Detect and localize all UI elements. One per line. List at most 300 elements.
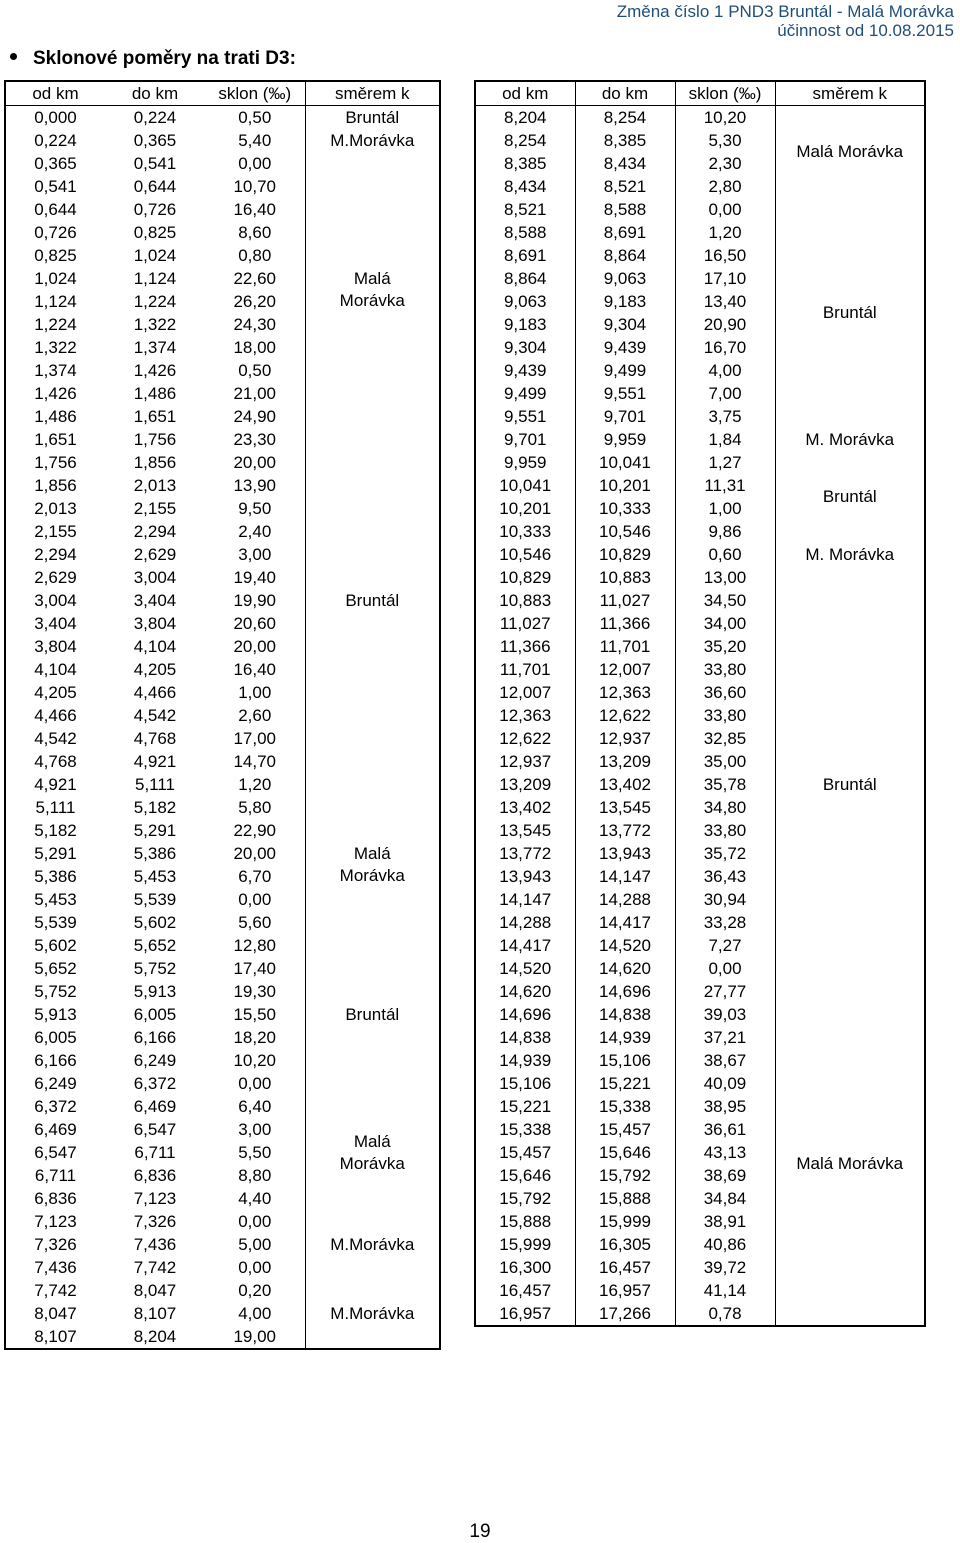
cell-direction: Bruntál [305,106,440,130]
cell-do-km: 6,372 [133,1073,177,1093]
cell-sklon: 36,61 [675,1118,775,1141]
cell-sklon: 2,80 [675,175,775,198]
cell-sklon: 38,69 [675,1164,775,1187]
table-header-row [475,81,925,106]
cell-do-km: 12,007 [575,658,675,681]
cell-od-km: 6,372 [34,1096,77,1116]
cell-od-km: 14,288 [499,912,552,932]
table-row [5,129,440,152]
cell-od-km: 5,752 [34,981,77,1001]
cell-sklon: 34,00 [675,612,775,635]
section-title-text: Sklonové poměry na trati D3: [33,48,296,69]
cell-od-km: 12,363 [499,705,552,725]
cell-od-km: 4,205 [34,682,77,702]
cell-sklon: 33,80 [675,658,775,681]
cell-sklon: 0,80 [238,245,272,265]
cell-od-km: 1,856 [34,475,77,495]
cell-do-km: 10,041 [575,451,675,474]
cell-od-km: 13,402 [499,797,552,817]
cell-od-km: 10,201 [499,498,552,518]
cell-od-km: 3,404 [34,613,77,633]
cell-do-km: 8,588 [575,198,675,221]
cell-sklon: 24,90 [233,406,277,426]
cell-sklon: 2,30 [675,152,775,175]
cell-od-km: 12,622 [499,728,552,748]
cell-sklon: 2,40 [238,521,272,541]
cell-sklon: 18,00 [233,337,277,357]
table-header-row [5,81,440,106]
cell-do-km: 8,385 [575,129,675,152]
cell-od-km: 5,453 [34,889,77,909]
cell-do-km: 2,294 [133,521,177,541]
cell-do-km: 5,913 [133,981,177,1001]
cell-od-km: 5,602 [34,935,77,955]
header-smer: směrem k [305,81,440,106]
cell-do-km: 14,939 [575,1026,675,1049]
cell-sklon: 34,80 [675,796,775,819]
cell-do-km: 5,602 [133,912,177,932]
table-row [5,773,440,796]
cell-do-km: 5,539 [133,889,177,909]
header-smer: směrem k [775,81,925,106]
cell-od-km: 1,651 [34,429,77,449]
cell-do-km: 14,288 [575,888,675,911]
cell-sklon: 10,20 [233,1050,277,1070]
cell-do-km: 0,644 [133,176,177,196]
cell-od-km: 16,457 [499,1280,552,1300]
cell-sklon: 0,50 [238,107,272,127]
cell-do-km: 5,291 [133,820,177,840]
cell-sklon: 37,21 [675,1026,775,1049]
cell-do-km: 8,107 [133,1303,177,1323]
cell-od-km: 8,047 [34,1303,77,1323]
cell-direction: Bruntál [775,451,925,543]
cell-sklon: 36,43 [675,865,775,888]
cell-sklon: 13,40 [675,290,775,313]
cell-sklon: 1,84 [675,428,775,451]
cell-sklon: 9,86 [675,520,775,543]
cell-od-km: 4,466 [34,705,77,725]
header-sklon: sklon (‰) [675,81,775,106]
header-line-1: Změna číslo 1 PND3 Bruntál - Malá Morávka [616,2,954,21]
cell-sklon: 39,72 [675,1256,775,1279]
cell-direction: M.Morávka [305,129,440,152]
cell-do-km: 9,304 [575,313,675,336]
cell-od-km: 0,224 [34,130,77,150]
cell-do-km: 6,547 [133,1119,177,1139]
table-row [5,1325,440,1349]
cell-do-km: 12,937 [575,727,675,750]
cell-sklon: 33,80 [675,704,775,727]
cell-od-km: 10,333 [499,521,552,541]
cell-do-km: 13,402 [575,773,675,796]
cell-do-km: 9,499 [575,359,675,382]
cell-od-km: 4,104 [34,659,77,679]
cell-od-km: 16,300 [499,1257,552,1277]
cell-sklon: 38,95 [675,1095,775,1118]
cell-sklon: 0,78 [675,1302,775,1326]
cell-do-km: 8,204 [133,1326,177,1346]
cell-sklon: 20,00 [233,452,277,472]
cell-od-km: 15,999 [499,1234,552,1254]
cell-do-km: 6,711 [134,1142,176,1162]
cell-sklon: 20,00 [233,843,277,863]
cell-sklon: 33,80 [675,819,775,842]
cell-do-km: 5,182 [133,797,177,817]
cell-od-km: 13,209 [499,774,552,794]
cell-do-km: 8,691 [575,221,675,244]
cell-od-km: 1,124 [34,291,77,311]
cell-od-km: 5,386 [34,866,77,886]
cell-sklon: 1,27 [675,451,775,474]
cell-od-km: 0,726 [34,222,77,242]
cell-do-km: 0,726 [133,199,177,219]
cell-do-km: 8,254 [575,106,675,130]
cell-od-km: 14,147 [499,889,552,909]
cell-do-km: 5,752 [133,958,177,978]
cell-do-km: 3,004 [133,567,177,587]
cell-od-km: 14,520 [499,958,552,978]
cell-od-km: 1,486 [34,406,77,426]
cell-do-km: 15,792 [575,1164,675,1187]
cell-do-km: 8,521 [575,175,675,198]
cell-do-km: 11,027 [575,589,675,612]
table-row [5,1072,440,1095]
cell-direction: M.Morávka [305,1233,440,1256]
cell-sklon: 10,70 [233,176,277,196]
cell-do-km: 1,856 [133,452,177,472]
cell-sklon: 27,77 [675,980,775,1003]
cell-direction: M. Morávka [775,543,925,566]
cell-do-km: 10,883 [575,566,675,589]
cell-sklon: 24,30 [233,314,277,334]
cell-sklon: 0,20 [238,1280,272,1300]
cell-od-km: 6,166 [34,1050,77,1070]
cell-sklon: 8,80 [238,1165,272,1185]
cell-od-km: 7,326 [34,1234,77,1254]
cell-do-km: 6,005 [133,1004,177,1024]
cell-sklon: 8,60 [238,222,272,242]
cell-sklon: 34,84 [675,1187,775,1210]
cell-do-km: 15,221 [575,1072,675,1095]
cell-sklon: 1,00 [675,497,775,520]
cell-sklon: 26,20 [233,291,277,311]
cell-do-km: 13,772 [575,819,675,842]
cell-od-km: 1,224 [34,314,77,334]
cell-sklon: 3,00 [238,1119,272,1139]
cell-od-km: 5,652 [34,958,77,978]
cell-sklon: 19,40 [233,567,277,587]
cell-do-km: 2,629 [133,544,177,564]
cell-sklon: 7,27 [675,934,775,957]
cell-sklon: 39,03 [675,1003,775,1026]
cell-do-km: 9,439 [575,336,675,359]
cell-do-km: 1,374 [133,337,177,357]
cell-od-km: 15,457 [499,1142,552,1162]
cell-od-km: 9,551 [503,406,547,426]
cell-od-km: 15,338 [499,1119,552,1139]
cell-direction: M. Morávka [775,428,925,451]
cell-sklon: 1,20 [238,774,272,794]
cell-sklon: 0,00 [675,957,775,980]
cell-direction: Malá Morávka [775,106,925,199]
cell-sklon: 23,30 [233,429,277,449]
cell-sklon: 0,00 [238,889,272,909]
cell-do-km: 9,063 [575,267,675,290]
table-row [475,106,925,130]
document-header [617,2,954,40]
cell-sklon: 38,91 [675,1210,775,1233]
cell-do-km: 1,224 [133,291,177,311]
cell-od-km: 8,588 [503,222,547,242]
cell-sklon: 34,50 [675,589,775,612]
cell-sklon: 2,60 [238,705,272,725]
cell-od-km: 12,937 [499,751,552,771]
cell-sklon: 15,50 [233,1004,277,1024]
cell-od-km: 15,792 [499,1188,552,1208]
cell-direction: M.Morávka [305,1302,440,1325]
cell-do-km: 3,804 [133,613,177,633]
cell-do-km: 15,338 [575,1095,675,1118]
cell-sklon: 7,00 [675,382,775,405]
cell-sklon: 40,09 [675,1072,775,1095]
cell-od-km: 9,959 [503,452,547,472]
cell-od-km: 1,024 [34,268,77,288]
bullet-icon [10,53,17,60]
cell-direction: Malá Morávka [305,773,440,957]
gradient-table-right [474,80,926,1327]
cell-do-km: 9,959 [575,428,675,451]
cell-do-km: 15,457 [575,1118,675,1141]
cell-od-km: 2,294 [34,544,77,564]
cell-do-km: 0,541 [133,153,177,173]
cell-do-km: 11,701 [575,635,675,658]
cell-do-km: 4,205 [133,659,177,679]
cell-sklon: 19,90 [233,590,277,610]
cell-do-km: 17,266 [575,1302,675,1326]
cell-do-km: 10,829 [575,543,675,566]
cell-do-km: 6,469 [133,1096,177,1116]
table-row [5,152,440,175]
cell-sklon: 16,50 [675,244,775,267]
cell-do-km: 0,365 [133,130,177,150]
cell-od-km: 5,111 [35,797,76,817]
cell-sklon: 35,20 [675,635,775,658]
cell-do-km: 14,417 [575,911,675,934]
cell-direction [305,1256,440,1302]
cell-od-km: 9,304 [503,337,547,357]
cell-sklon: 16,70 [675,336,775,359]
cell-sklon: 5,40 [238,130,272,150]
cell-od-km: 5,539 [34,912,77,932]
cell-do-km: 5,386 [133,843,177,863]
cell-od-km: 1,374 [34,360,77,380]
cell-do-km: 10,201 [575,474,675,497]
cell-do-km: 6,836 [133,1165,177,1185]
cell-od-km: 11,701 [499,659,551,679]
cell-sklon: 11,31 [675,474,775,497]
cell-do-km: 13,209 [575,750,675,773]
cell-sklon: 3,00 [238,544,272,564]
cell-direction: Malá Morávka [305,152,440,428]
cell-od-km: 3,804 [34,636,77,656]
cell-do-km: 1,124 [133,268,177,288]
cell-od-km: 9,701 [503,429,547,449]
cell-sklon: 38,67 [675,1049,775,1072]
cell-od-km: 15,106 [499,1073,552,1093]
table-row [475,543,925,566]
gradient-table-right-body [475,106,925,1327]
cell-od-km: 14,417 [499,935,552,955]
cell-sklon: 4,00 [675,359,775,382]
cell-do-km: 15,106 [575,1049,675,1072]
header-sklon: sklon (‰) [205,81,305,106]
cell-do-km: 16,457 [575,1256,675,1279]
cell-od-km: 0,000 [34,107,77,127]
cell-do-km: 1,651 [133,406,177,426]
cell-sklon: 5,30 [675,129,775,152]
cell-od-km: 10,041 [499,475,552,495]
cell-sklon: 1,20 [675,221,775,244]
cell-sklon: 0,60 [675,543,775,566]
cell-sklon: 3,75 [675,405,775,428]
cell-sklon: 10,20 [675,106,775,130]
cell-sklon: 18,20 [233,1027,277,1047]
cell-direction: Bruntál [775,198,925,428]
cell-do-km: 2,155 [133,498,177,518]
cell-od-km: 8,254 [503,130,547,150]
cell-sklon: 13,00 [675,566,775,589]
cell-do-km: 9,551 [575,382,675,405]
cell-do-km: 0,224 [133,107,177,127]
cell-od-km: 10,546 [499,544,552,564]
cell-sklon: 6,40 [238,1096,272,1116]
cell-od-km: 15,888 [499,1211,552,1231]
cell-sklon: 35,72 [675,842,775,865]
cell-sklon: 9,50 [238,498,272,518]
table-row [475,198,925,221]
cell-od-km: 9,499 [503,383,547,403]
cell-od-km: 5,182 [34,820,77,840]
header-do-km: do km [575,81,675,106]
cell-sklon: 20,60 [233,613,277,633]
cell-do-km: 10,333 [575,497,675,520]
gradient-table-left [4,80,441,1350]
cell-sklon: 4,00 [238,1303,272,1323]
section-title [10,48,296,70]
cell-sklon: 36,60 [675,681,775,704]
cell-sklon: 19,30 [233,981,277,1001]
cell-direction: Bruntál [775,566,925,1003]
cell-od-km: 1,322 [34,337,77,357]
cell-do-km: 10,546 [575,520,675,543]
cell-od-km: 4,542 [34,728,77,748]
header-line-2: účinnost od 10.08.2015 [777,21,954,40]
cell-sklon: 20,90 [675,313,775,336]
cell-od-km: 9,439 [503,360,547,380]
cell-od-km: 8,107 [34,1326,77,1346]
cell-do-km: 1,486 [133,383,177,403]
cell-do-km: 7,742 [133,1257,177,1277]
cell-od-km: 13,545 [499,820,552,840]
cell-od-km: 9,063 [503,291,547,311]
cell-sklon: 4,40 [238,1188,272,1208]
cell-od-km: 9,183 [503,314,547,334]
cell-sklon: 40,86 [675,1233,775,1256]
cell-od-km: 0,541 [34,176,77,196]
cell-do-km: 4,768 [133,728,177,748]
cell-do-km: 15,999 [575,1210,675,1233]
cell-do-km: 14,520 [575,934,675,957]
cell-do-km: 14,696 [575,980,675,1003]
cell-od-km: 2,155 [34,521,77,541]
cell-od-km: 8,385 [503,153,547,173]
cell-sklon: 0,00 [675,198,775,221]
cell-do-km: 1,426 [133,360,177,380]
cell-od-km: 16,957 [499,1303,552,1323]
cell-do-km: 5,111 [134,774,176,794]
cell-od-km: 8,864 [503,268,547,288]
cell-do-km: 0,825 [133,222,177,242]
cell-do-km: 1,024 [133,245,177,265]
cell-do-km: 9,701 [575,405,675,428]
cell-od-km: 0,365 [34,153,77,173]
cell-do-km: 16,957 [575,1279,675,1302]
cell-od-km: 7,123 [34,1211,77,1231]
cell-od-km: 7,742 [34,1280,77,1300]
cell-sklon: 1,00 [238,682,272,702]
cell-sklon: 12,80 [233,935,277,955]
cell-do-km: 14,838 [575,1003,675,1026]
header-od-km: od km [475,81,575,106]
cell-direction: Bruntál [305,957,440,1072]
cell-sklon: 14,70 [233,751,277,771]
cell-od-km: 8,691 [503,245,547,265]
cell-od-km: 6,249 [34,1073,77,1093]
cell-do-km: 4,921 [133,751,177,771]
cell-sklon: 0,00 [238,153,272,173]
cell-do-km: 5,453 [133,866,177,886]
cell-od-km: 6,469 [34,1119,77,1139]
cell-sklon: 20,00 [233,636,277,656]
cell-od-km: 13,943 [499,866,552,886]
cell-sklon: 16,40 [233,659,277,679]
cell-sklon: 5,00 [238,1234,272,1254]
table-row [5,1233,440,1256]
cell-od-km: 1,426 [34,383,77,403]
cell-sklon: 0,00 [238,1257,272,1277]
cell-od-km: 8,521 [503,199,547,219]
cell-do-km: 9,183 [575,290,675,313]
page-number: 19 [469,1521,491,1542]
cell-od-km: 2,013 [34,498,77,518]
cell-sklon: 35,78 [675,773,775,796]
header-od-km: od km [5,81,105,106]
cell-do-km: 4,466 [133,682,177,702]
cell-od-km: 0,825 [34,245,77,265]
cell-od-km: 2,629 [34,567,77,587]
cell-do-km: 8,047 [133,1280,177,1300]
cell-od-km: 0,644 [34,199,77,219]
cell-od-km: 5,291 [34,843,77,863]
cell-od-km: 13,772 [499,843,552,863]
cell-do-km: 8,434 [575,152,675,175]
cell-do-km: 6,166 [133,1027,177,1047]
header-do-km: do km [105,81,205,106]
cell-sklon: 19,00 [233,1326,277,1346]
cell-sklon: 22,90 [233,820,277,840]
cell-do-km: 4,104 [133,636,177,656]
